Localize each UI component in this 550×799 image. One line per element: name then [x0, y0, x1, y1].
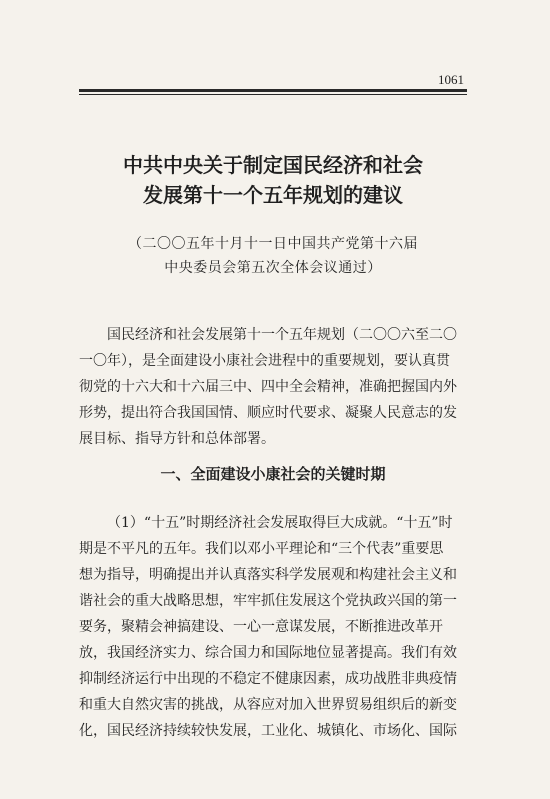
paragraph-line: 放，我国经济实力、综合国力和国际地位显著提高。我们有效 [79, 645, 457, 661]
paragraph-line: 彻党的十六大和十六届三中、四中全会精神，准确把握国内外 [79, 379, 457, 395]
page-number: 1061 [438, 72, 464, 87]
paragraph-line: 谐社会的重大战略思想，牢牢抓住发展这个党执政兴国的第一 [79, 593, 457, 609]
paragraph-line: （1）“十五”时期经济社会发展取得巨大成就。“十五”时 [107, 515, 453, 531]
header-rule-thick [79, 89, 467, 92]
document-subtitle [79, 232, 467, 280]
paragraph-line: 一〇年），是全面建设小康社会进程中的重要规划，要认真贯 [79, 353, 450, 369]
paragraph-line: 形势，提出符合我国国情、顺应时代要求、凝聚人民意志的发 [79, 405, 457, 421]
paragraph-line: 国民经济和社会发展第十一个五年规划（二〇〇六至二〇 [107, 327, 457, 343]
subtitle-line: 中央委员会第五次全体会议通过） [164, 260, 382, 276]
intro-paragraph [79, 322, 467, 452]
paragraph-line: 想为指导，明确提出并认真落实科学发展观和构建社会主义和 [79, 567, 457, 583]
paragraph-line: 要务，聚精会神搞建设、一心一意谋发展，不断推进改革开 [79, 619, 443, 635]
title-line: 发展第十一个五年规划的建议 [143, 183, 403, 207]
header-rule-thin [79, 94, 467, 95]
subtitle-line: （二〇〇五年十月十一日中国共产党第十六届 [128, 236, 418, 252]
section-paragraph [79, 510, 467, 744]
paragraph-line: 期是不平凡的五年。我们以邓小平理论和“三个代表”重要思 [79, 541, 444, 557]
title-line: 中共中央关于制定国民经济和社会 [123, 153, 423, 177]
paragraph-line: 和重大自然灾害的挑战，从容应对加入世界贸易组织后的新变 [79, 697, 457, 713]
paragraph-line: 抑制经济运行中出现的不稳定不健康因素，成功战胜非典疫情 [79, 671, 457, 687]
document-title [79, 150, 467, 210]
paragraph-line: 展目标、指导方针和总体部署。 [79, 431, 275, 447]
section-heading: 一、全面建设小康社会的关键时期 [160, 465, 386, 483]
paragraph-line: 化，国民经济持续较快发展，工业化、城镇化、市场化、国际 [79, 723, 457, 739]
